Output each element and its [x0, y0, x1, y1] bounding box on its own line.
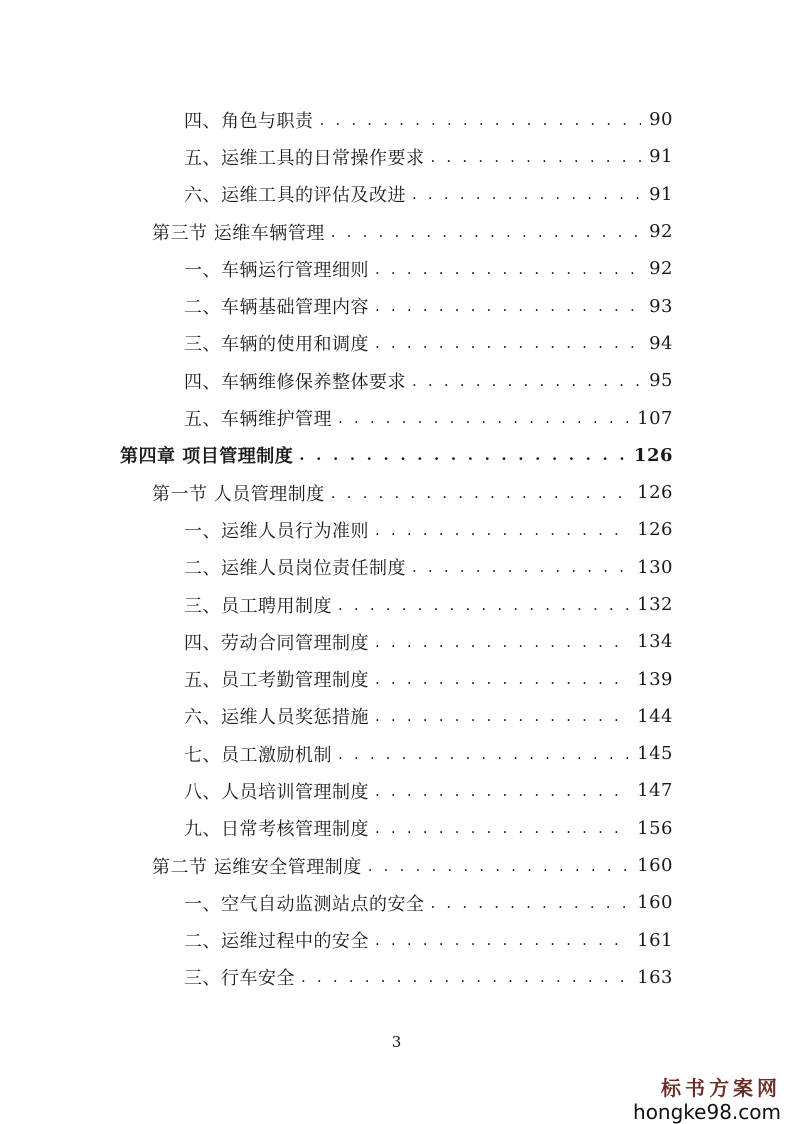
dot-leader	[375, 707, 629, 725]
toc-entry-section[interactable]	[0, 474, 793, 511]
toc-title: 二、运维人员岗位责任制度	[184, 558, 406, 580]
dot-leader	[375, 521, 629, 539]
toc-entry-chapter[interactable]	[0, 437, 793, 474]
toc-title: 五、运维工具的日常操作要求	[184, 147, 425, 169]
toc-entry-item[interactable]	[0, 698, 793, 735]
page-number: 3	[391, 1033, 402, 1051]
toc-page-number: 161	[637, 929, 673, 951]
toc-entry-item[interactable]	[0, 623, 793, 660]
toc-page-number: 160	[637, 855, 673, 877]
toc-title: 二、运维过程中的安全	[184, 931, 369, 953]
toc-entry-item[interactable]	[0, 287, 793, 324]
toc-title: 一、空气自动监测站点的安全	[184, 893, 425, 915]
toc-entry-item[interactable]	[0, 772, 793, 809]
dot-leader	[338, 596, 629, 614]
dot-leader	[331, 223, 641, 241]
toc-entry-item[interactable]	[0, 399, 793, 436]
watermark-brand: 标书方案网	[661, 1076, 781, 1100]
toc-entry-item[interactable]	[0, 884, 793, 921]
toc-entry-item[interactable]	[0, 176, 793, 213]
toc-entry-item[interactable]	[0, 138, 793, 175]
toc-entry-item[interactable]	[0, 959, 793, 996]
toc-page-number: 92	[649, 221, 673, 243]
dot-leader	[375, 670, 629, 688]
toc-page-number: 160	[637, 892, 673, 914]
dot-leader	[338, 409, 629, 427]
toc-title: 第二节 运维安全管理制度	[152, 856, 362, 878]
toc-title: 五、员工考勤管理制度	[184, 670, 369, 692]
toc-entry-item[interactable]	[0, 735, 793, 772]
toc-page-number: 132	[637, 594, 673, 615]
toc-page-number: 163	[637, 966, 673, 988]
dot-leader	[338, 745, 629, 763]
dot-leader	[375, 260, 641, 278]
toc-entry-item[interactable]	[0, 922, 793, 959]
toc-title: 四、劳动合同管理制度	[184, 632, 369, 654]
toc-page-number: 139	[637, 668, 673, 690]
toc-title: 一、运维人员行为准则	[184, 520, 369, 542]
toc-page-number: 126	[637, 482, 673, 504]
dot-leader	[320, 111, 642, 129]
toc-title: 六、运维人员奖惩措施	[184, 707, 369, 729]
toc-title: 七、员工激励机制	[184, 744, 332, 766]
toc-page-number: 145	[637, 743, 673, 765]
dot-leader	[299, 446, 626, 464]
toc-page-number: 94	[649, 332, 673, 354]
toc-entry-item[interactable]	[0, 810, 793, 847]
toc-title: 九、日常考核管理制度	[184, 819, 369, 841]
toc-title: 六、运维工具的评估及改进	[184, 185, 406, 207]
toc-entry-item[interactable]	[0, 586, 793, 623]
toc-entry-section[interactable]	[0, 847, 793, 884]
watermark	[633, 1072, 781, 1123]
toc-title: 四、车辆维修保养整体要求	[184, 371, 406, 393]
toc-page-number: 156	[637, 817, 673, 839]
toc-title: 一、车辆运行管理细则	[184, 259, 369, 281]
dot-leader	[301, 968, 629, 986]
toc-title: 八、人员培训管理制度	[184, 781, 369, 803]
dot-leader	[412, 372, 641, 390]
toc-entry-item[interactable]	[0, 549, 793, 586]
table-of-contents	[0, 101, 793, 996]
dot-leader	[375, 931, 629, 949]
toc-title: 第三节 运维车辆管理	[152, 222, 325, 244]
toc-page-number: 144	[637, 705, 673, 727]
toc-entry-item[interactable]	[0, 101, 793, 138]
toc-page-number: 107	[637, 407, 673, 429]
toc-entry-item[interactable]	[0, 325, 793, 362]
toc-page-number: 130	[637, 556, 673, 578]
dot-leader	[431, 894, 630, 912]
toc-title: 三、员工聘用制度	[184, 595, 332, 617]
dot-leader	[375, 633, 629, 651]
toc-title: 第一节 人员管理制度	[152, 483, 325, 505]
toc-entry-item[interactable]	[0, 660, 793, 697]
dot-leader	[368, 857, 629, 875]
toc-page-number: 92	[649, 258, 673, 280]
dot-leader	[431, 148, 642, 166]
toc-title: 第四章 项目管理制度	[120, 446, 294, 468]
toc-entry-item[interactable]	[0, 362, 793, 399]
watermark-url: hongke98.com	[633, 1100, 781, 1124]
toc-title: 三、行车安全	[184, 968, 295, 990]
toc-entry-section[interactable]	[0, 213, 793, 250]
dot-leader	[412, 185, 641, 203]
dot-leader	[375, 782, 629, 800]
toc-page-number: 126	[637, 519, 673, 541]
toc-page-number: 95	[649, 370, 673, 392]
toc-title: 三、车辆的使用和调度	[184, 334, 369, 356]
toc-page-number: 134	[637, 631, 673, 653]
dot-leader	[331, 484, 629, 502]
toc-title: 五、车辆维护管理	[184, 409, 332, 431]
toc-entry-item[interactable]	[0, 250, 793, 287]
toc-title: 四、角色与职责	[184, 110, 314, 132]
dot-leader	[375, 819, 629, 837]
toc-entry-item[interactable]	[0, 511, 793, 548]
dot-leader	[412, 558, 629, 576]
dot-leader	[375, 297, 641, 315]
dot-leader	[375, 334, 641, 352]
toc-page-number: 93	[649, 295, 673, 317]
toc-page-number: 147	[637, 780, 673, 802]
toc-title: 二、车辆基础管理内容	[184, 297, 369, 319]
toc-page-number: 90	[649, 109, 673, 131]
toc-page-number: 91	[649, 183, 673, 205]
toc-page-number: 126	[633, 444, 673, 466]
toc-page-number: 91	[649, 146, 673, 168]
